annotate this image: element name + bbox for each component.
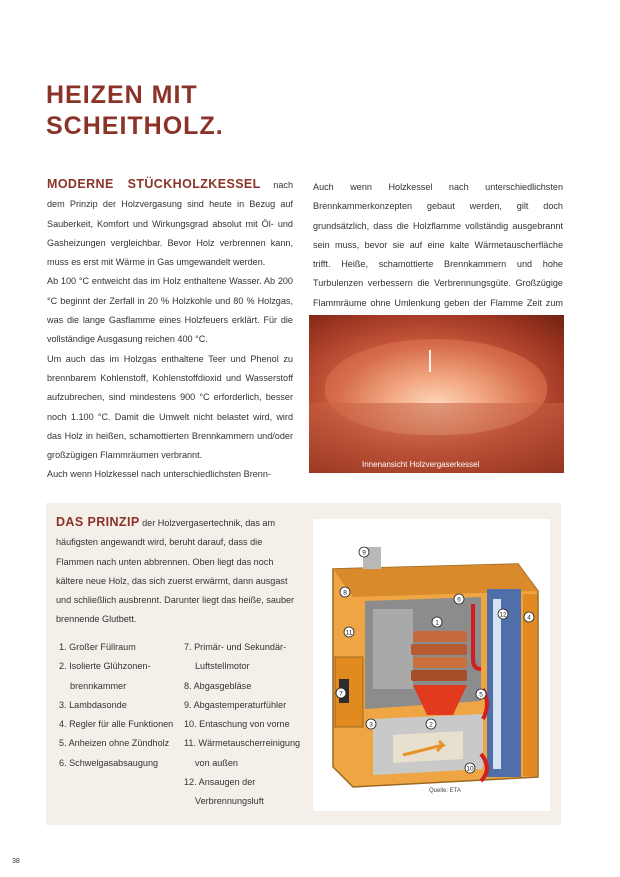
marker-label: 5 (479, 691, 483, 699)
principle-paragraph (56, 513, 302, 630)
article-column-right (313, 178, 563, 332)
paragraph-chamber: Auch wenn Holzkessel nach unterschiedlichsten Brennkammerkonzepten gebaut werden, gilt doch grundsätzlich, dass die Holzflamme vollständig ausgebrannt sein muss, bevor sie auf eine kalte Wärmetauscherfläche trifft. Heiße, schamottierte Brennkammern und hohe Turbulenzen verbessern die Verbrennungsgüte. Großzügige Flammräume ohne Umlenkung geben der Flamme Zeit zum (313, 182, 563, 308)
lead-text: nach dem Prinzip der Holzvergasung sind heute in Bezug auf Sauberkeit, Komfort und Wirkungsgrad absolut mit Öl- und Gasheizungen vergleichbar. Bevor Holz verbrennen kann, muss es erst mit Wärme in Gas umgewandelt werden. (47, 180, 293, 268)
photo-caption: Innenansicht Holzvergaserkessel (362, 460, 480, 469)
marker-label: 8 (343, 589, 347, 597)
wood-log (411, 670, 467, 681)
legend-item: 11. Wärmetauscherreinigung von außen (184, 738, 301, 768)
marker-label: 10 (466, 765, 474, 773)
boiler-diagram (313, 519, 550, 811)
wood-log (413, 657, 467, 668)
legend-item: 8. Abgasgebläse (184, 680, 252, 691)
title-line-2: SCHEITHOLZ. (46, 112, 224, 140)
legend-item: 4. Regler für alle Funktionen (59, 719, 174, 730)
principle-heading: DAS PRINZIP (56, 515, 140, 529)
marker-label: 4 (527, 614, 531, 622)
page-title (46, 80, 224, 142)
legend-item: 9. Abgastemperaturfühler (184, 699, 287, 710)
diagram-source: Quelle: ETA (429, 788, 461, 794)
principle-text: der Holzvergasertechnik, das am häufigsten angewandt wird, beruht darauf, dass die Flammen nach unten abbrennen. Oben liegt das noch kältere neue Holz, das sich zuerst erwärmt, dann ausgast und schließlich ausbrennt. Darunter liegt das heiße, sauber brennende Glutbett. (56, 518, 295, 625)
boiler-interior-photo (309, 315, 564, 473)
title-line-1: HEIZEN MIT (46, 81, 198, 109)
exchanger-tube (493, 599, 501, 769)
paragraph-temperatures: Ab 100 °C entweicht das im Holz enthaltene Wasser. Ab 200 °C beginnt der Zerfall in 20 % Holzkohle und 80 % Holzgas, was die lange Gasflamme eines Holzfeuers erklärt. Für die vollständige Ausgasung reichen 400 °C. (47, 276, 293, 345)
marker-label: 12 (499, 611, 507, 619)
principle-section (56, 513, 302, 630)
legend-item: 6. Schwelgasabsaugung (59, 757, 159, 768)
legend-item: 3. Lambdasonde (59, 699, 127, 710)
paragraph-combustion: Um auch das im Holzgas enthaltene Teer und Phenol zu brennbarem Kohlenstoff, Kohlenstoffdioxid und Wasserstoff aufzubrechen, sind mindestens 900 °C erforderlich, besser noch 1.100 °C. Damit die Umwelt nicht belastet wird, wird das Holz in heißen, schamottierten Brennkammern und/oder großzügigen Flammräumen verbrannt. (47, 353, 293, 461)
glow-chamber (393, 731, 463, 763)
legend-item: 5. Anheizen ohne Zündholz (59, 738, 170, 749)
legend-list-2 (184, 638, 309, 812)
marker-label: 9 (362, 549, 366, 557)
article-column-left (47, 175, 293, 485)
paragraph-chamber-start: Auch wenn Holzkessel nach unterschiedlichsten Brenn- (47, 469, 271, 480)
marker-label: 7 (339, 690, 343, 698)
marker-label: 11 (345, 629, 353, 637)
legend-list-1 (59, 638, 174, 773)
page-number: 38 (12, 858, 20, 865)
wood-log (411, 644, 467, 655)
wood-log (413, 631, 467, 642)
marker-label: 6 (457, 596, 461, 604)
marker-label: 2 (429, 721, 433, 729)
lead-paragraph (47, 175, 293, 272)
air-nozzle (429, 350, 431, 372)
boiler-cutaway-illustration (313, 519, 550, 811)
legend-item: 12. Ansaugen der Verbrennungsluft (184, 777, 264, 807)
marker-label: 3 (369, 721, 373, 729)
lead-heading: MODERNE STÜCKHOLZKESSEL (47, 177, 261, 191)
marker-label: 1 (435, 619, 439, 627)
legend-item: 10. Entaschung von vorne (184, 719, 290, 730)
legend-item: 2. Isolierte Glühzonen-brennkammer (59, 661, 151, 691)
legend-item: 7. Primär- und Sekundär-Luftstellmotor (184, 642, 287, 672)
legend-item: 1. Großer Füllraum (59, 642, 136, 652)
chamber-wall (373, 609, 413, 689)
